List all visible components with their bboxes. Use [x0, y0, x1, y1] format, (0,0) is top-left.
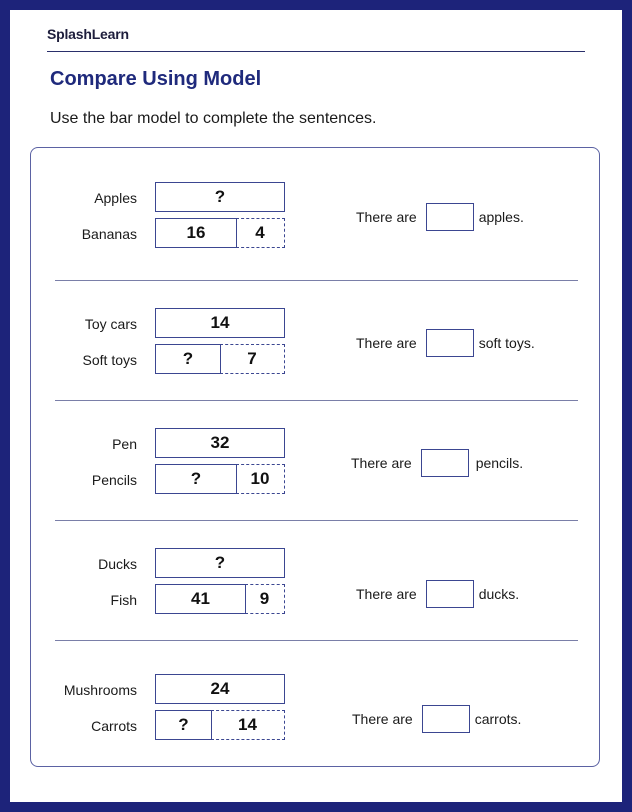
- problem-5: [31, 640, 599, 760]
- bottom-label: Bananas: [81, 226, 137, 242]
- answer-sentence: [352, 704, 521, 734]
- problems-panel: [30, 147, 600, 767]
- top-bar: ?: [155, 548, 285, 578]
- sentence-prefix: There are: [356, 586, 417, 602]
- answer-sentence: [356, 579, 519, 609]
- top-label: Toy cars: [84, 316, 137, 332]
- sentence-prefix: There are: [356, 335, 417, 351]
- problem-4: [31, 514, 599, 634]
- sentence-prefix: There are: [352, 711, 413, 727]
- bottom-label: Pencils: [91, 472, 137, 488]
- sentence-suffix: pencils.: [475, 455, 524, 471]
- header-rule: [47, 51, 585, 52]
- brand-logo: SplashLearn: [47, 26, 129, 42]
- top-label: Apples: [94, 190, 137, 206]
- answer-box[interactable]: [426, 580, 474, 608]
- top-bar: ?: [155, 182, 285, 212]
- bottom-bar-segment: ?: [155, 710, 212, 740]
- problem-2: [31, 274, 599, 394]
- sentence-suffix: carrots.: [474, 711, 522, 727]
- answer-sentence: [356, 328, 535, 358]
- bottom-label: Fish: [110, 592, 137, 608]
- answer-sentence: [351, 448, 523, 478]
- instructions: Use the bar model to complete the sentences.: [50, 110, 377, 127]
- difference-segment: 7: [220, 344, 285, 374]
- bottom-bar-segment: 16: [155, 218, 237, 248]
- difference-segment: 9: [245, 584, 285, 614]
- difference-segment: 14: [211, 710, 285, 740]
- top-label: Pen: [112, 436, 137, 452]
- sentence-suffix: ducks.: [478, 586, 520, 602]
- sentence-prefix: There are: [351, 455, 412, 471]
- difference-segment: 4: [236, 218, 285, 248]
- bottom-bar-segment: ?: [155, 344, 221, 374]
- difference-segment: 10: [236, 464, 285, 494]
- top-bar: 24: [155, 674, 285, 704]
- sentence-prefix: There are: [356, 209, 417, 225]
- answer-box[interactable]: [426, 203, 474, 231]
- answer-box[interactable]: [426, 329, 474, 357]
- bottom-bar-segment: ?: [155, 464, 237, 494]
- sentence-suffix: apples.: [478, 209, 524, 225]
- page-title: Compare Using Model: [50, 68, 262, 90]
- answer-sentence: [356, 202, 524, 232]
- bottom-label: Carrots: [91, 718, 137, 734]
- sentence-suffix: soft toys.: [478, 335, 535, 351]
- problem-3: [31, 394, 599, 514]
- top-bar: 14: [155, 308, 285, 338]
- top-label: Mushrooms: [63, 682, 137, 698]
- top-bar: 32: [155, 428, 285, 458]
- bottom-label: Soft toys: [82, 352, 137, 368]
- bottom-bar-segment: 41: [155, 584, 246, 614]
- problem-1: [31, 148, 599, 268]
- worksheet-page: [10, 10, 622, 802]
- answer-box[interactable]: [421, 449, 469, 477]
- answer-box[interactable]: [422, 705, 470, 733]
- top-label: Ducks: [98, 556, 137, 572]
